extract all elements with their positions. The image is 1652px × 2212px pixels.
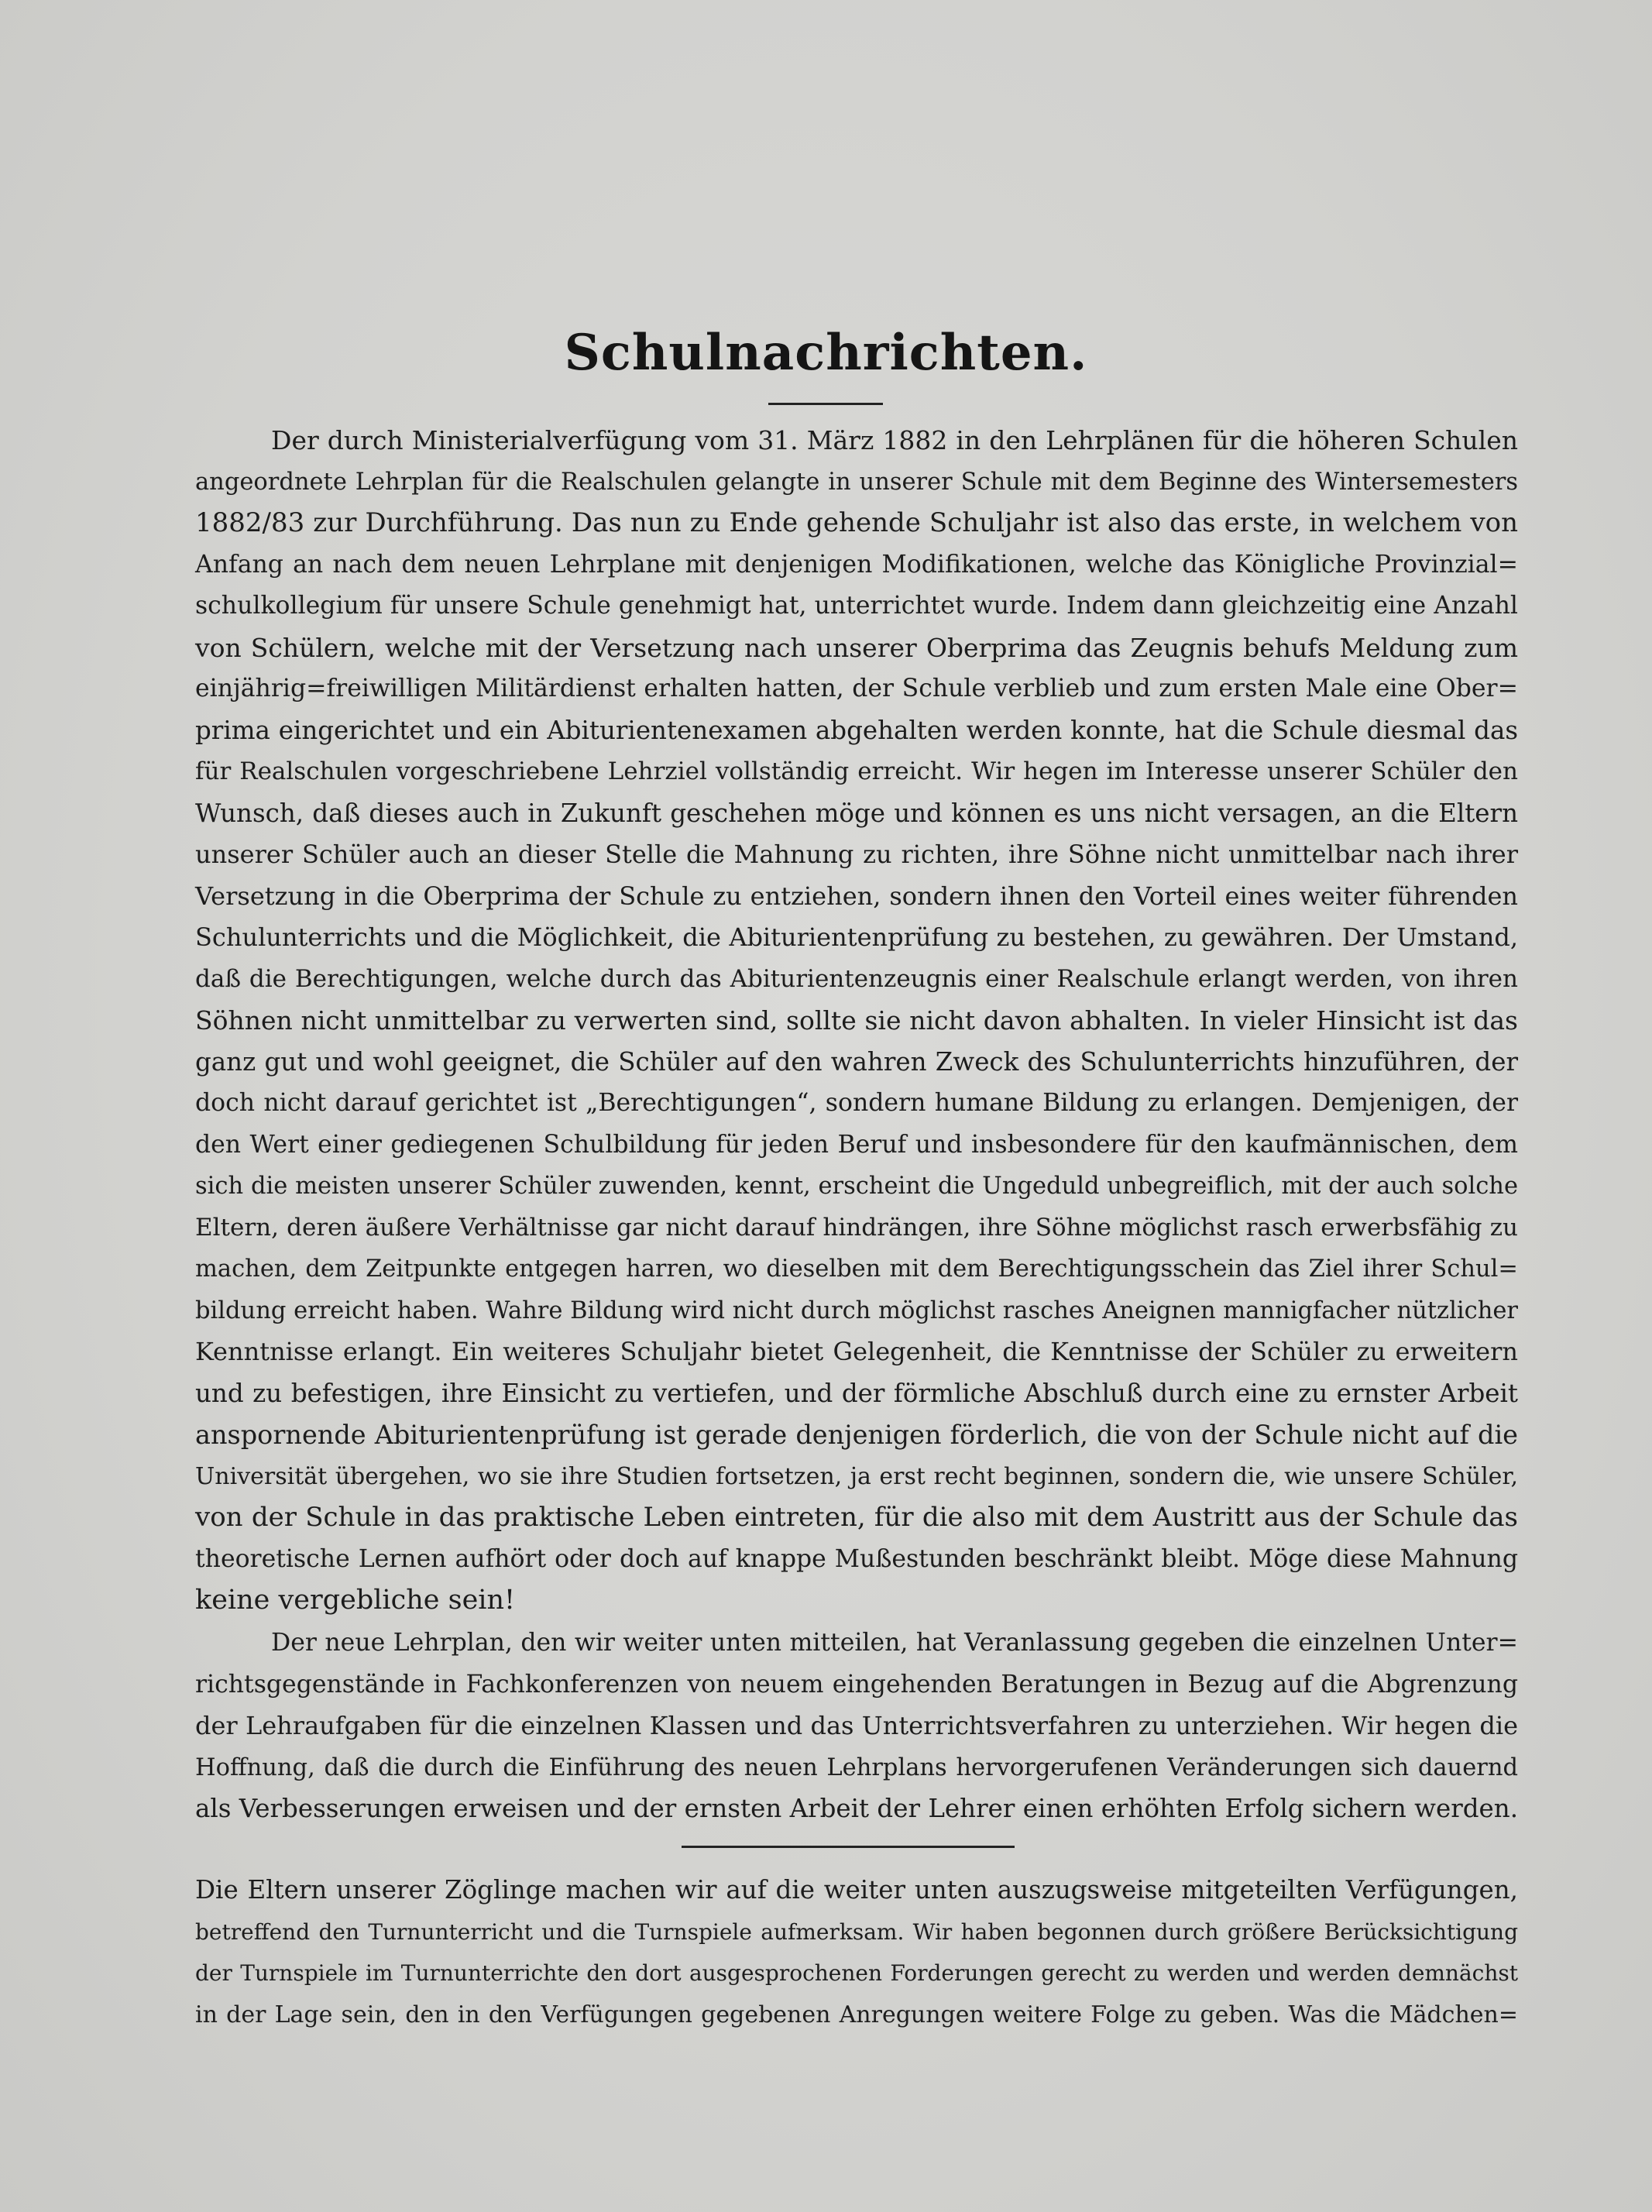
text-line: unserer Schüler auch an dieser Stelle die Mahnung zu richten, ihre Söhne nicht unmittelbar nach ihrer (195, 840, 1518, 869)
text-line: anspornende Abiturientenprüfung ist gerade denjenigen förderlich, die von der Schule nicht auf die (195, 1420, 1518, 1450)
text-line: Anfang an nach dem neuen Lehrplane mit denjenigen Modifikationen, welche das Königliche Provinzial= (195, 550, 1518, 579)
text-line: doch nicht darauf gerichtet ist „Berechtigungen“, sondern humane Bildung zu erlangen. Demjenigen, der (195, 1089, 1518, 1117)
text-line: schulkollegium für unsere Schule genehmigt hat, unterrichtet wurde. Indem dann gleichzeitig eine Anzahl (195, 592, 1518, 620)
text-line: Versetzung in die Oberprima der Schule zu entziehen, sondern ihnen den Vorteil eines weiter führenden (195, 881, 1518, 911)
text-line: einjährig=freiwilligen Militärdienst erhalten hatten, der Schule verblieb und zum ersten Male eine Ober= (195, 675, 1518, 702)
text-line: Der neue Lehrplan, den wir weiter unten mitteilen, hat Veranlassung gegeben die einzelnen Unter= (271, 1629, 1518, 1657)
text-line: Wunsch, daß dieses auch in Zukunft geschehen möge und können es uns nicht versagen, an die Eltern (195, 798, 1518, 828)
text-line: Die Eltern unserer Zöglinge machen wir auf die weiter unten auszugsweise mitgeteilten Verfügungen, (195, 1875, 1518, 1905)
text-line: keine vergebliche sein! (195, 1585, 516, 1616)
text-line: Söhnen nicht unmittelbar zu verwerten sind, sollte sie nicht davon abhalten. In vieler Hinsicht ist das (195, 1005, 1518, 1036)
page-title: Schulnachrichten. (564, 324, 1088, 382)
text-line: der Turnspiele im Turnunterrichte den dort ausgesprochenen Forderungen gerecht zu werden und werden demnächst (195, 1960, 1518, 1986)
text-line: Universität übergehen, wo sie ihre Studien fortsetzen, ja erst recht beginnen, sondern die, wie unsere Schüler, (195, 1462, 1518, 1490)
text-line: ganz gut und wohl geeignet, die Schüler auf den wahren Zweck des Schulunterrichts hinzuführen, der (195, 1046, 1518, 1077)
text-line: in der Lage sein, den in den Verfügungen gegebenen Anregungen weitere Folge zu geben. Was die Mädchen= (195, 2001, 1518, 2028)
text-line: machen, dem Zeitpunkte entgegen harren, wo dieselben mit dem Berechtigungsschein das Ziel ihrer Schul= (195, 1255, 1518, 1283)
text-line: angeordnete Lehrplan für die Realschulen gelangte in unserer Schule mit dem Beginne des Wintersemesters (195, 468, 1518, 496)
text-line: theoretische Lernen aufhört oder doch auf knappe Mußestunden beschränkt bleibt. Möge diese Mahnung (195, 1544, 1518, 1573)
text-line: für Realschulen vorgeschriebene Lehrziel vollständig erreicht. Wir hegen im Interesse unserer Schüler den (195, 757, 1518, 785)
text-line: daß die Berechtigungen, welche durch das Abiturientenzeugnis einer Realschule erlangt werden, von ihren (195, 964, 1518, 993)
text-line: prima eingerichtet und ein Abiturientenexamen abgehalten werden konnte, hat die Schule diesmal das (195, 715, 1518, 745)
paragraph-gymnastics (195, 1870, 1518, 2035)
paragraph-school-news (195, 420, 1518, 1622)
text-line: Schulunterrichts und die Möglichkeit, die Abiturientenprüfung zu bestehen, zu gewähren. Der Umstand, (195, 922, 1518, 952)
text-line: als Verbesserungen erweisen und der ernsten Arbeit der Lehrer einen erhöhten Erfolg sichern werden. (195, 1794, 1519, 1823)
paragraph-new-curriculum (195, 1623, 1518, 1830)
text-line: den Wert einer gediegenen Schulbildung für jeden Beruf und insbesondere für den kaufmännischen, dem (195, 1130, 1518, 1159)
text-line: 1882/83 zur Durchführung. Das nun zu Ende gehende Schuljahr ist also das erste, in welchem von (195, 507, 1518, 538)
text-line: von der Schule in das praktische Leben eintreten, für die also mit dem Austritt aus der Schule das (195, 1502, 1518, 1533)
text-line: Der durch Ministerialverfügung vom 31. März 1882 in den Lehrplänen für die höheren Schulen (271, 425, 1518, 455)
text-line: von Schülern, welche mit der Versetzung nach unserer Oberprima das Zeugnis behufs Meldung zum (195, 632, 1518, 663)
text-line: richtsgegenstände in Fachkonferenzen von neuem eingehenden Beratungen in Bezug auf die Abgrenzung (195, 1670, 1518, 1698)
text-line: Eltern, deren äußere Verhältnisse gar nicht darauf hindrängen, ihre Söhne möglichst rasch erwerbsfähig zu (195, 1213, 1518, 1242)
text-line: der Lehraufgaben für die einzelnen Klassen und das Unterrichtsverfahren zu unterziehen. Wir hegen die (195, 1711, 1518, 1740)
title-underline-rule (768, 403, 883, 405)
text-line: Hoffnung, daß die durch die Einführung des neuen Lehrplans hervorgerufenen Veränderungen sich dauernd (195, 1753, 1518, 1781)
text-line: Kenntnisse erlangt. Ein weiteres Schuljahr bietet Gelegenheit, die Kenntnisse der Schüler zu erweitern (195, 1337, 1518, 1366)
text-line: und zu befestigen, ihre Einsicht zu vertiefen, und der förmliche Abschluß durch eine zu ernster Arbeit (195, 1378, 1518, 1408)
text-line: betreffend den Turnunterricht und die Turnspiele aufmerksam. Wir haben begonnen durch größere Berücksichtigung (195, 1918, 1518, 1945)
section-divider-rule (682, 1846, 1015, 1848)
text-line: sich die meisten unserer Schüler zuwenden, kennt, erscheint die Ungeduld unbegreiflich, mit der auch solche (195, 1173, 1518, 1200)
text-line: bildung erreicht haben. Wahre Bildung wird nicht durch möglichst rasches Aneignen mannigfacher nützlicher (195, 1297, 1518, 1324)
